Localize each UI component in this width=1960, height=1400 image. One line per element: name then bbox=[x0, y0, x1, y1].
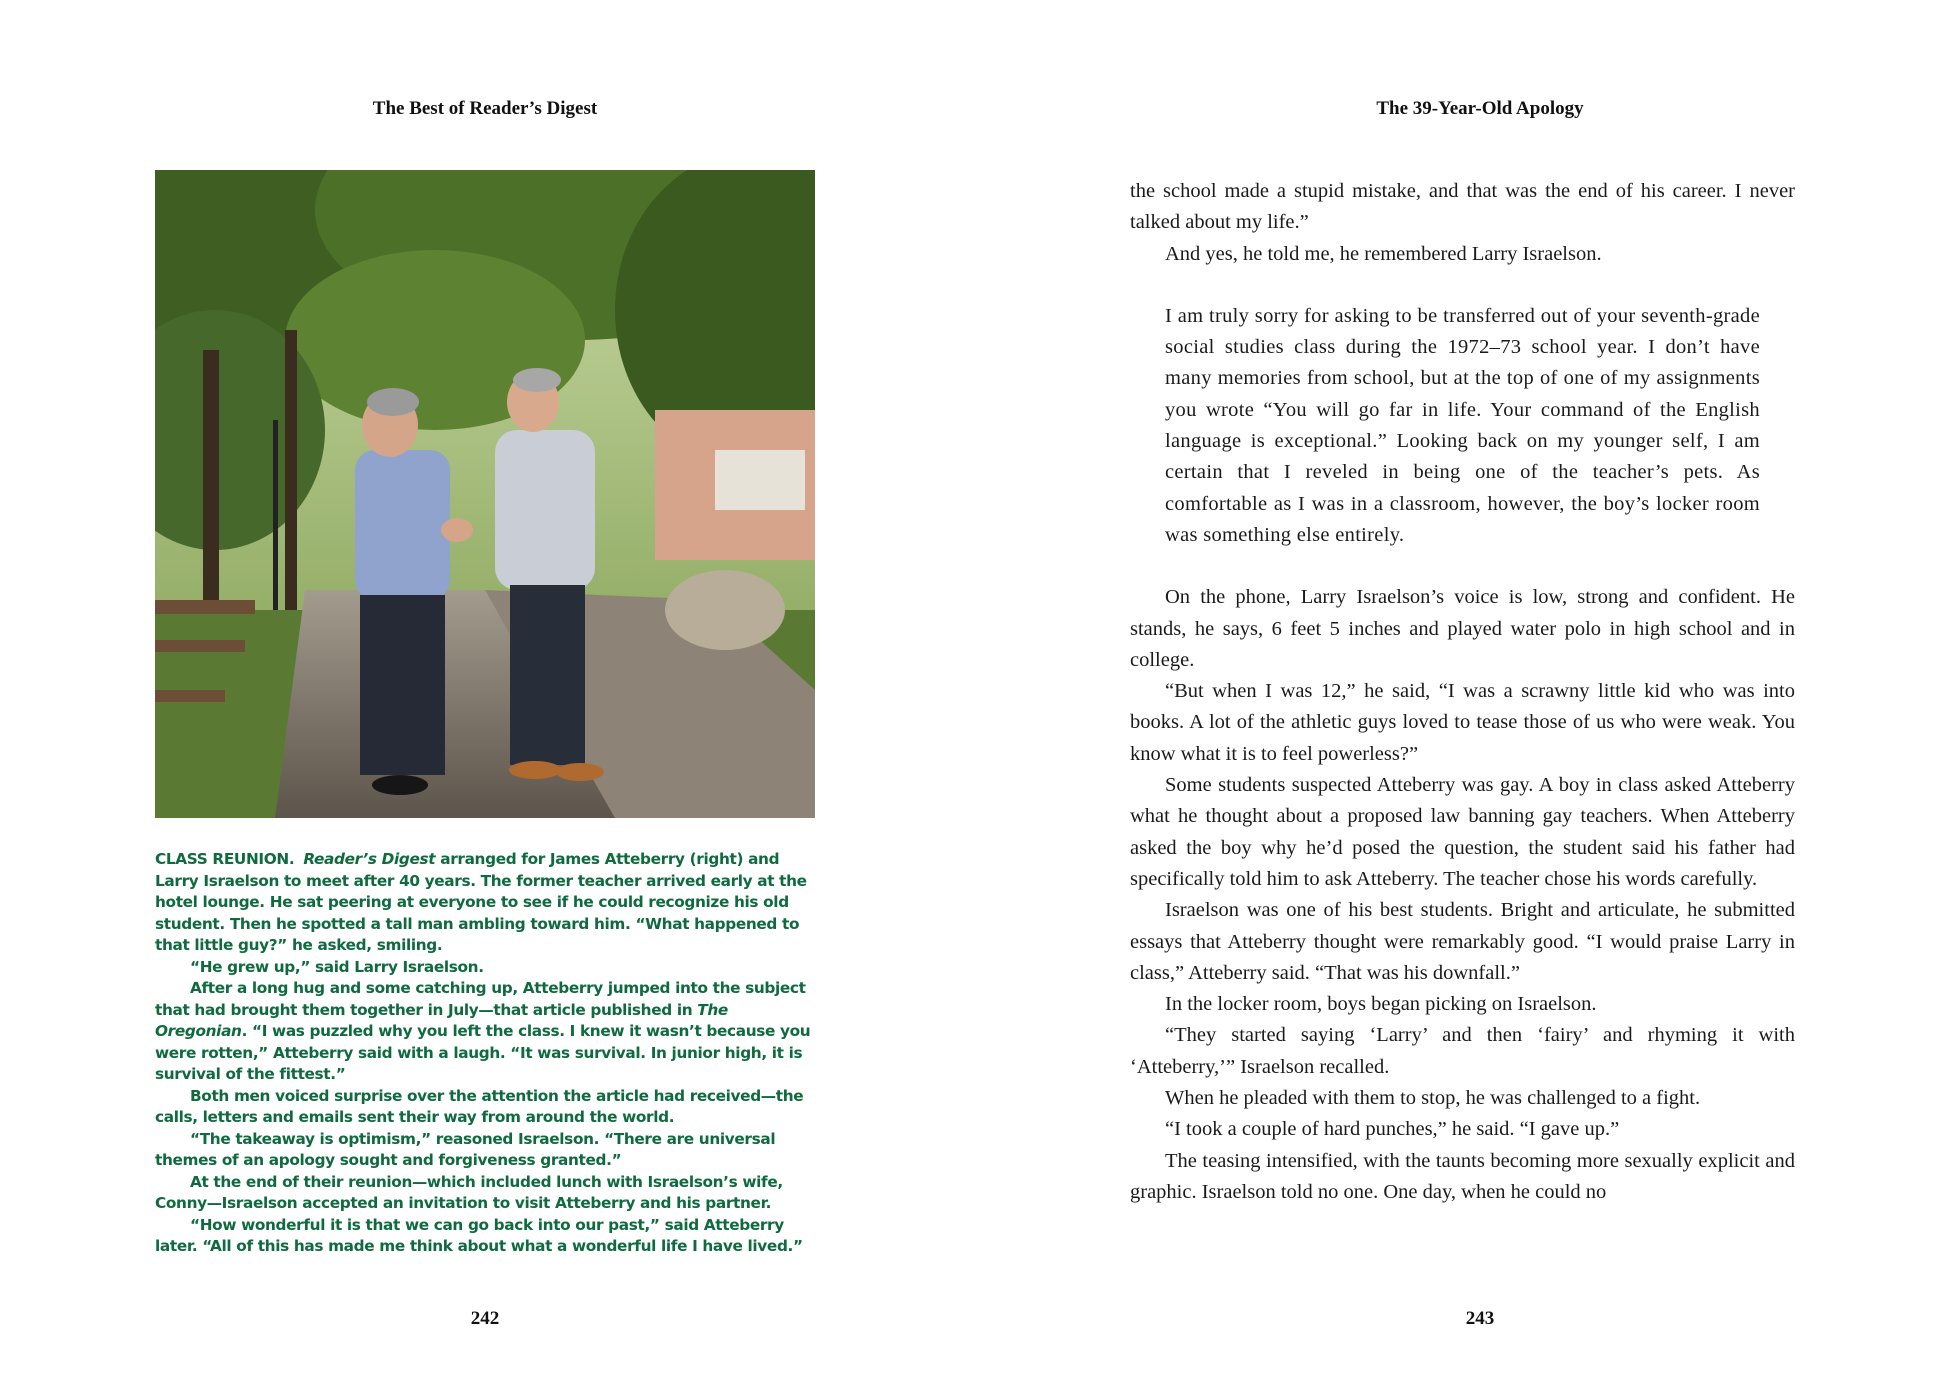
body-paragraph: The teasing intensified, with the taunts becoming more sexually explicit and graphic. Israelson told no one. One day, when he could no bbox=[1130, 1149, 1795, 1203]
caption-italic: The Oregonian bbox=[155, 1000, 728, 1040]
running-head-left: The Best of Reader’s Digest bbox=[372, 98, 598, 119]
body-paragraph: “I took a couple of hard punches,” he said. “I gave up.” bbox=[1165, 1118, 1620, 1141]
body-paragraph: “They started saying ‘Larry’ and then ‘fairy’ and rhyming it with ‘Atteberry,’” Israelson recalled. bbox=[1130, 1024, 1795, 1078]
letter-paragraph: I am truly sorry for asking to be transferred out of your seventh-grade social studies class during the 1972–73 school year. I don’t have many memories from school, but at the top of one of my assignments you wrote “You will go far in life. Your command of the English language is exceptional.” Looking back on my younger self, I am certain that I reveled in being one of the teacher’s pets. As comfortable as I was in a classroom, however, the boy’s locker room was something else entirely. bbox=[1165, 304, 1760, 546]
body-text bbox=[1130, 176, 1795, 1208]
photo-caption bbox=[155, 849, 823, 1258]
caption-italic: Reader’s Digest bbox=[303, 850, 436, 868]
body-paragraph: And yes, he told me, he remembered Larry Israelson. bbox=[1165, 242, 1602, 265]
body-paragraph: In the locker room, boys began picking on Israelson. bbox=[1165, 993, 1597, 1016]
caption-paragraph: Both men voiced surprise over the attention the article had received—the calls, letters and emails sent their way from around the world. bbox=[155, 1086, 804, 1126]
caption-kicker: CLASS REUNION. bbox=[155, 850, 295, 868]
right-page bbox=[980, 0, 1960, 1400]
spacer bbox=[1130, 551, 1795, 582]
apology-letter bbox=[1165, 301, 1760, 551]
caption-paragraph: “The takeaway is optimism,” reasoned Israelson. “There are universal themes of an apology sought and forgiveness granted.” bbox=[155, 1129, 776, 1169]
caption-text: After a long hug and some catching up, Atteberry jumped into the subject that had brought them together in July—that article published in bbox=[155, 979, 806, 1019]
page-number-right: 243 bbox=[1465, 1308, 1495, 1329]
caption-paragraph: At the end of their reunion—which included lunch with Israelson’s wife, Conny—Israelson accepted an invitation to visit Atteberry and his partner. bbox=[155, 1172, 783, 1212]
caption-paragraph: “How wonderful it is that we can go back into our past,” said Atteberry later. “All of this has made me think about what a wonderful life I have lived.” bbox=[155, 1215, 803, 1255]
caption-paragraph bbox=[155, 849, 823, 957]
body-paragraph: When he pleaded with them to stop, he was challenged to a fight. bbox=[1165, 1087, 1701, 1110]
caption-paragraph: “He grew up,” said Larry Israelson. bbox=[190, 957, 484, 976]
body-paragraph: Some students suspected Atteberry was gay. A boy in class asked Atteberry what he thought about a proposed law banning gay teachers. When Atteberry asked the boy why he’d posed the question, the student said his father had specifically told him to ask Atteberry. The teacher chose his words carefully. bbox=[1130, 774, 1795, 890]
running-head-right: The 39-Year-Old Apology bbox=[1376, 98, 1584, 119]
spacer bbox=[1130, 270, 1795, 301]
caption-text: arranged for James Atteberry (right) and Larry Israelson to meet after 40 years. The former teacher arrived early at the hotel lounge. He sat peering at everyone to see if he could recognize his old student. Then he spotted a tall man ambling toward him. “What happened to that little guy?” he asked, smiling. bbox=[155, 850, 807, 954]
body-paragraph: On the phone, Larry Israelson’s voice is low, strong and confident. He stands, he says, 6 feet 5 inches and played water polo in high school and in college. bbox=[1130, 586, 1795, 671]
caption-paragraph bbox=[155, 978, 823, 1086]
body-paragraph: “But when I was 12,” he said, “I was a scrawny little kid who was into books. A lot of the athletic guys loved to tease those of us who were weak. You know what it is to feel powerless?” bbox=[1130, 680, 1795, 765]
photo bbox=[155, 170, 815, 818]
caption-text: . “I was puzzled why you left the class. I knew it wasn’t because you were rotten,” Atteberry said with a laugh. “It was survival. In junior high, it is survival of the fittest.” bbox=[155, 1022, 811, 1083]
page-number-left: 242 bbox=[470, 1308, 500, 1329]
body-paragraph: Israelson was one of his best students. Bright and articulate, he submitted essays that Atteberry thought were remarkably good. “I would praise Larry in class,” Atteberry said. “That was his downfall.” bbox=[1130, 899, 1795, 984]
photo-two-men-shaking-hands-icon bbox=[155, 170, 815, 818]
body-paragraph: the school made a stupid mistake, and that was the end of his career. I never talked about my life.” bbox=[1130, 180, 1795, 234]
